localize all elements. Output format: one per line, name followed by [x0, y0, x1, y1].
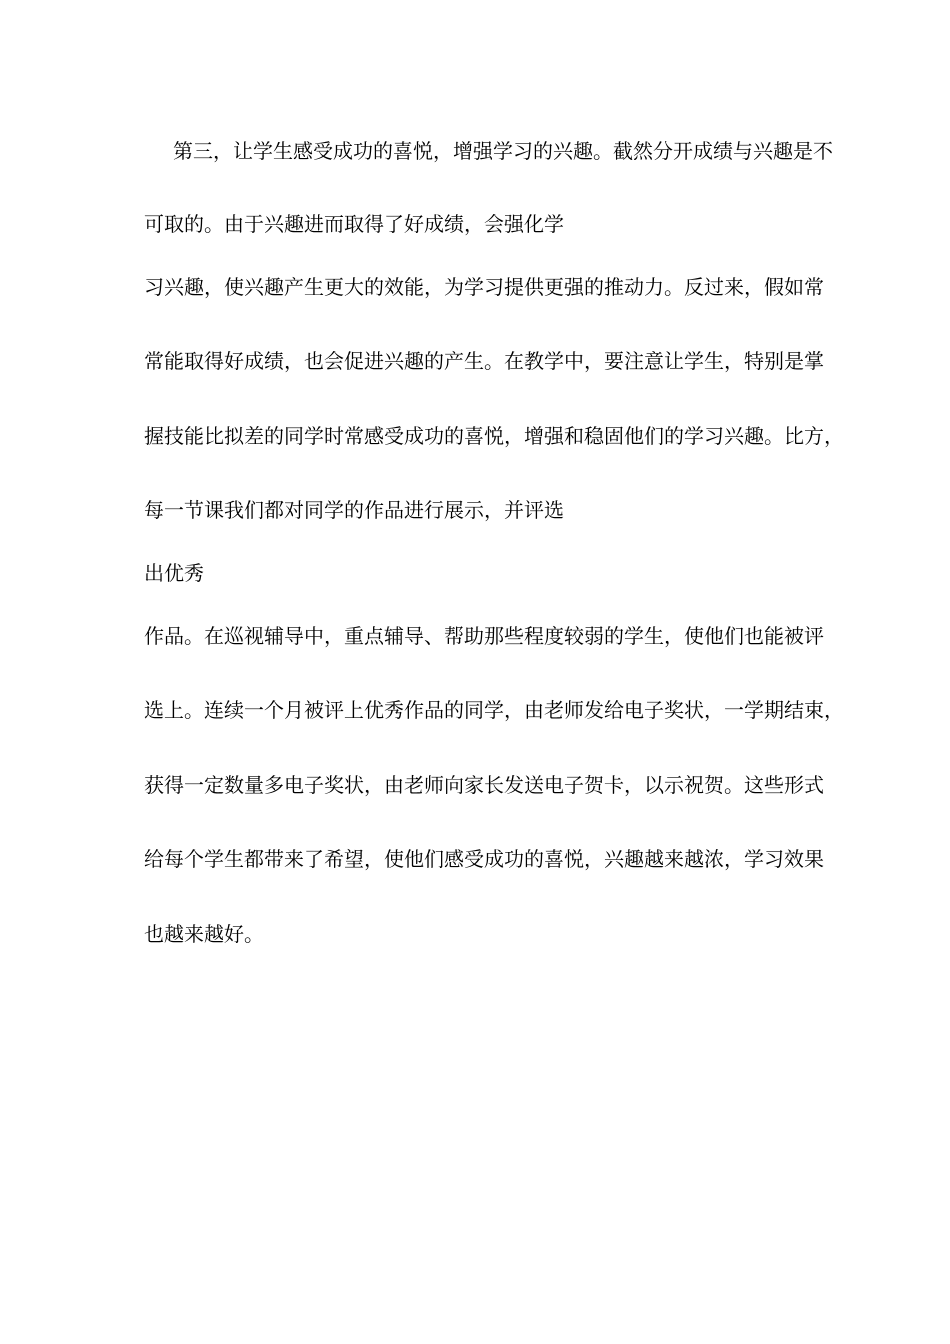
- paragraph-line-12: 也越来越好。: [144, 922, 264, 946]
- paragraph-line-4: 常能取得好成绩，也会促进兴趣的产生。在教学中，要注意让学生，特别是掌: [144, 349, 824, 373]
- paragraph-line-9: 选上。连续一个月被评上优秀作品的同学，由老师发给电子奖状，一学期结束，: [144, 698, 844, 722]
- paragraph-line-1: 第三，让学生感受成功的喜悦，增强学习的兴趣。截然分开成绩与兴趣是不: [173, 139, 833, 163]
- paragraph-line-3: 习兴趣，使兴趣产生更大的效能，为学习提供更强的推动力。反过来，假如常: [144, 275, 824, 299]
- paragraph-line-10: 获得一定数量多电子奖状，由老师向家长发送电子贺卡，以示祝贺。这些形式: [144, 773, 824, 797]
- paragraph-line-2: 可取的。由于兴趣进而取得了好成绩，会强化学: [144, 212, 564, 236]
- paragraph-line-6: 每一节课我们都对同学的作品进行展示，并评选: [144, 498, 564, 522]
- paragraph-line-11: 给每个学生都带来了希望，使他们感受成功的喜悦，兴趣越来越浓，学习效果: [144, 847, 824, 871]
- paragraph-line-8: 作品。在巡视辅导中，重点辅导、帮助那些程度较弱的学生，使他们也能被评: [144, 624, 824, 648]
- paragraph-line-7: 出优秀: [144, 561, 204, 585]
- paragraph-line-5: 握技能比拟差的同学时常感受成功的喜悦，增强和稳固他们的学习兴趣。比方，: [144, 424, 844, 448]
